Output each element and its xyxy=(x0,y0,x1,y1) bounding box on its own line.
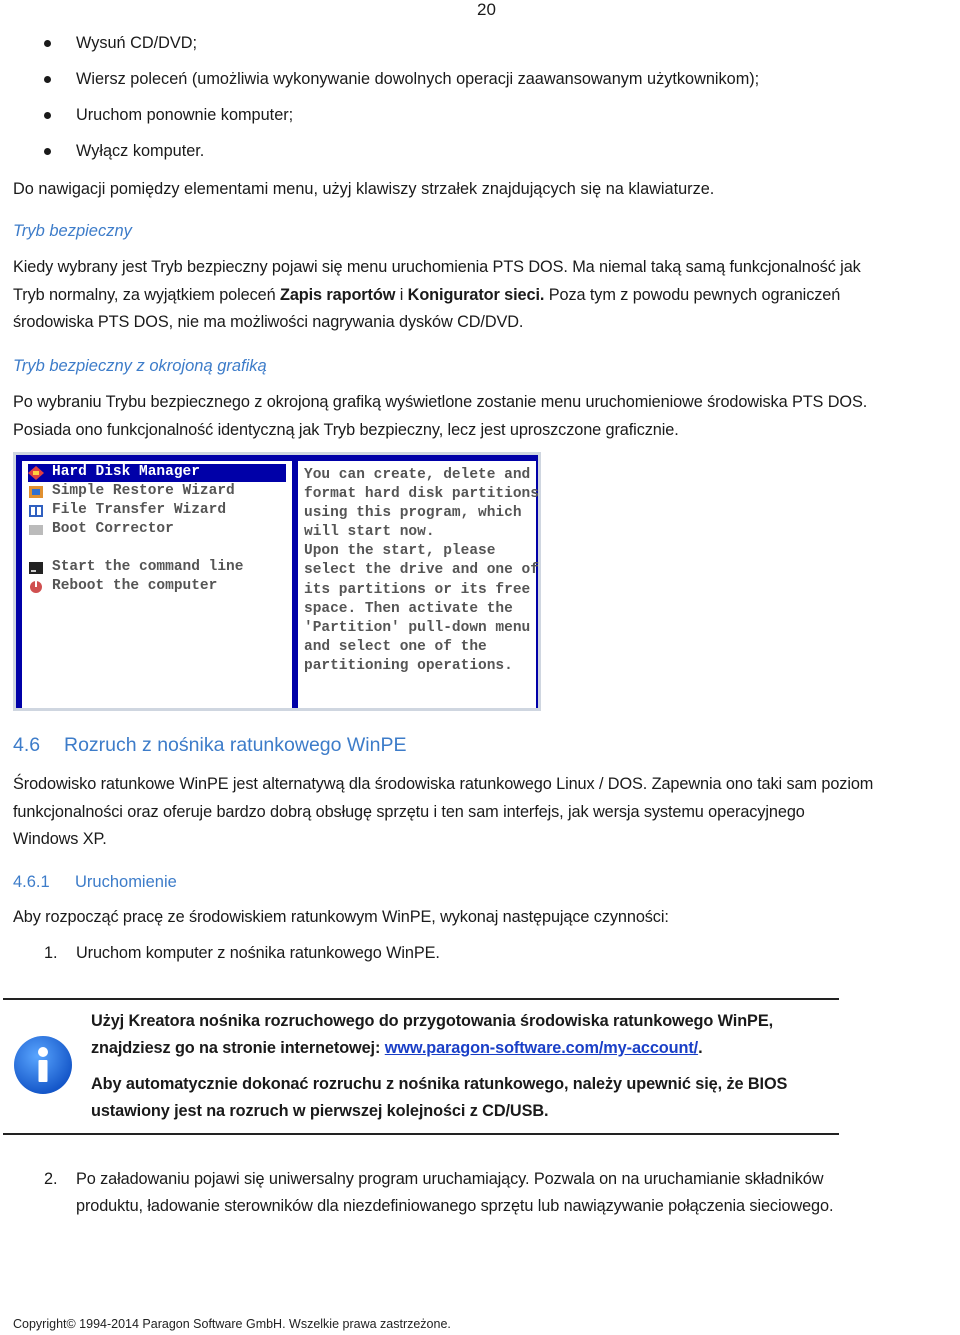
step-number: 2. xyxy=(44,1170,58,1188)
info-text-line: Aby automatycznie dokonać rozruchu z nośnika ratunkowego, należy upewnić się, że BIOS xyxy=(91,1075,788,1093)
section-heading xyxy=(13,734,407,757)
step-number: 1. xyxy=(44,944,58,962)
safe-mode-reduced-paragraph xyxy=(13,389,958,444)
description-text: You can create, delete and format hard disk partitions using this program, which will start now. Upon the start, please select the drive and one of its partitions or its free space. Then activate the 'Partition' pull-down menu and select one of the partitioning operations. xyxy=(304,467,539,674)
menu-item-label: Boot Corrector xyxy=(52,521,174,537)
reports-command: Zapis raportów xyxy=(279,285,396,304)
transfer-icon xyxy=(28,504,44,518)
bullet-icon xyxy=(44,40,51,47)
description-panel xyxy=(298,461,539,708)
disk-manager-icon xyxy=(28,466,44,480)
page-number: 20 xyxy=(477,0,496,19)
bullet-icon xyxy=(44,76,51,83)
safe-mode-reduced-text: Po wybraniu Trybu bezpiecznego z okrojoną grafiką wyświetlone zostanie menu uruchomieniowe środowiska PTS DOS. xyxy=(13,393,868,411)
list-item xyxy=(0,70,900,94)
restore-icon xyxy=(28,485,44,499)
list-item xyxy=(0,142,900,166)
menu-item-hard-disk-manager[interactable] xyxy=(28,464,286,482)
list-item-text xyxy=(76,70,759,89)
menu-item-file-transfer-wizard[interactable] xyxy=(28,502,286,520)
copyright-footer: Copyright© 1994-2014 Paragon Software GmbH. Wszelkie prawa zastrzeżone. xyxy=(13,1317,451,1331)
list-item xyxy=(0,34,900,58)
list-item-text: Uruchom ponownie komputer; xyxy=(76,106,294,124)
list-item-text: Wysuń CD/DVD; xyxy=(76,34,198,52)
safe-mode-reduced-text: Posiada ono funkcjonalność identyczną jak Tryb bezpieczny, lecz jest uproszczone graficznie. xyxy=(13,420,679,439)
list-item-text: Wyłącz komputer. xyxy=(76,142,205,160)
step-text-line: produktu, ładowanie sterowników dla niezdefiniowanego sprzętu lub nawiązywanie połączenia sieciowego. xyxy=(76,1197,834,1215)
menu-item-label: File Transfer Wizard xyxy=(52,502,227,518)
list-item xyxy=(0,106,900,130)
safe-mode-paragraph xyxy=(13,254,958,337)
section-title: Rozruch z nośnika ratunkowego WinPE xyxy=(64,734,407,756)
winpe-text: Windows XP. xyxy=(13,830,107,848)
info-text-line: Użyj Kreatora nośnika rozruchowego do przygotowania środowiska ratunkowego WinPE, xyxy=(91,1012,774,1030)
command-line-label: Wiersz poleceń xyxy=(76,70,188,88)
safe-mode-text: . xyxy=(539,285,545,304)
info-text-line: . xyxy=(698,1039,703,1057)
safe-mode-text: Tryb normalny, za wyjątkiem poleceń xyxy=(13,285,276,304)
info-box-bottom-rule xyxy=(3,1133,839,1135)
boot-menu-panel xyxy=(22,461,292,708)
bullet-icon xyxy=(44,112,51,119)
winpe-paragraph xyxy=(13,771,958,854)
info-box-top-rule xyxy=(3,998,839,1000)
menu-item-simple-restore-wizard[interactable] xyxy=(28,483,286,501)
info-text-line: znajdziesz go na stronie internetowej: xyxy=(91,1039,381,1057)
network-config-command: Konigurator sieci xyxy=(407,285,540,304)
winpe-text: Środowisko ratunkowe WinPE jest alternatywą dla środowiska ratunkowego Linux / DOS. Zapewnia ono taki sam poziom xyxy=(13,775,874,793)
menu-item-label: Reboot the computer xyxy=(52,578,218,594)
step-text: Uruchom komputer z nośnika ratunkowego WinPE. xyxy=(76,944,440,962)
step-text xyxy=(76,1166,956,1220)
menu-item-label: Hard Disk Manager xyxy=(52,464,200,480)
info-box-text xyxy=(91,1008,831,1062)
reboot-icon xyxy=(28,580,44,594)
info-text-line: ustawiony jest na rozruch w pierwszej kolejności z CD/USB. xyxy=(91,1102,549,1120)
bullet-icon xyxy=(44,148,51,155)
paragon-account-link[interactable]: www.paragon-software.com/my-account/ xyxy=(384,1039,699,1057)
subsection-number: 4.6.1 xyxy=(13,873,50,891)
menu-item-command-line[interactable] xyxy=(28,559,286,577)
command-line-description: (umożliwia wykonywanie dowolnych operacji zaawansowanym użytkownikom); xyxy=(191,70,760,88)
step-text-line: Po załadowaniu pojawi się uniwersalny program uruchamiający. Pozwala on na uruchamianie składników xyxy=(76,1170,824,1188)
safe-mode-text: i xyxy=(399,285,404,304)
safe-mode-text: Ma niemal taką samą funkcjonalność jak xyxy=(572,258,861,276)
menu-item-label: Start the command line xyxy=(52,559,244,575)
menu-item-label: Simple Restore Wizard xyxy=(52,483,235,499)
safe-mode-text: Poza tym z powodu pewnych ograniczeń xyxy=(548,285,841,304)
menu-item-reboot[interactable] xyxy=(28,578,286,596)
winpe-text: funkcjonalności oraz oferuje bardzo dobrą obsługę sprzętu i ten sam interfejs, jak wersja systemu operacyjnego xyxy=(13,802,805,821)
subsection-title: Uruchomienie xyxy=(75,873,177,891)
navigation-note: Do nawigacji pomiędzy elementami menu, użyj klawiszy strzałek znajdujących się na klawiaturze. xyxy=(13,180,715,198)
subsection-heading xyxy=(13,873,177,892)
safe-mode-text: Kiedy wybrany jest Tryb bezpieczny pojawi się menu uruchomienia PTS DOS. xyxy=(13,258,568,276)
menu-item-boot-corrector[interactable] xyxy=(28,521,286,539)
console-icon xyxy=(28,561,44,575)
safe-mode-text: środowiska PTS DOS, nie ma możliwości nagrywania dysków CD/DVD. xyxy=(13,313,524,331)
safe-mode-reduced-heading: Tryb bezpieczny z okrojoną grafiką xyxy=(13,357,267,375)
info-box-bios-note xyxy=(91,1071,831,1125)
boot-icon xyxy=(28,523,44,537)
pts-dos-menu-screenshot xyxy=(13,452,541,711)
info-icon xyxy=(13,1035,73,1095)
startup-intro: Aby rozpocząć pracę ze środowiskiem ratunkowym WinPE, wykonaj następujące czynności: xyxy=(13,908,669,926)
safe-mode-heading: Tryb bezpieczny xyxy=(13,222,132,240)
section-number: 4.6 xyxy=(13,734,41,756)
